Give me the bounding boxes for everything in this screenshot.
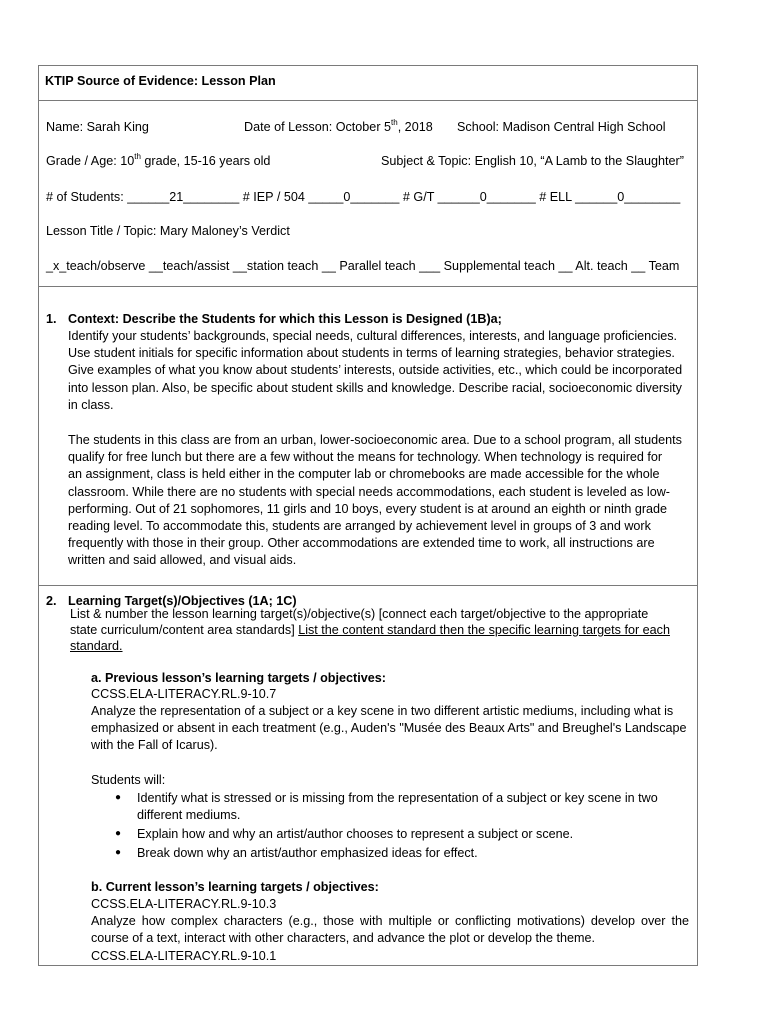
section-context-box xyxy=(38,286,698,586)
instruction-line: into lesson plan. Also, be specific about student skills and knowledge. Describe racial, socioeconomic diversity xyxy=(68,380,682,395)
previous-objectives-label: a. Previous lesson’s learning targets / objectives: xyxy=(91,671,386,685)
desc-line: course of a text, interact with other characters, and advance the plot or develop the theme. xyxy=(91,931,596,946)
previous-standard-desc xyxy=(91,703,687,755)
body-line: reading level. To accommodate this, students are arranged by achievement level in groups of 3 and work xyxy=(68,519,651,534)
bullet-item: Break down why an artist/author emphasized ideas for effect. xyxy=(137,846,478,860)
instruction-line: Give examples of what you know about students’ interests, outside activities, etc., which could be incorporated xyxy=(68,363,683,378)
desc-line: Analyze how complex characters (e.g., those with multiple or conflicting motivations) develop over the xyxy=(91,914,689,928)
current-standard-code-2: CCSS.ELA-LITERACY.RL.9-10.1 xyxy=(91,949,277,963)
objectives-intro-line2: state curriculum/content area standards] List the content standard then the specific learning targets for each xyxy=(70,623,670,637)
body-line: performing. Out of 21 sophomores, 11 girls and 10 boys, every student is at around an eighth or ninth grade xyxy=(68,501,668,516)
body-line: an assignment, class is held either in the computer lab or chromebooks are made accessible for the whole xyxy=(68,467,660,482)
bullet-icon: ● xyxy=(115,792,122,803)
section1-number: 1. xyxy=(46,312,57,326)
objectives-intro-line3: standard. xyxy=(70,639,123,653)
teaching-modes: _x_teach/observe __teach/assist __station teach __ Parallel teach ___ Supplemental teach __ Alt. teach __ Team xyxy=(46,259,680,273)
current-objectives-label: b. Current lesson’s learning targets / objectives: xyxy=(91,880,379,894)
student-counts: # of Students: ______21________ # IEP / 504 _____0_______ # G/T ______0_______ # ELL ______0________ xyxy=(46,190,681,204)
subject-topic: Subject & Topic: English 10, “A Lamb to the Slaughter” xyxy=(381,154,684,168)
desc-line: Analyze the representation of a subject or a key scene in two different artistic mediums, including what is xyxy=(91,704,674,718)
instruction-line: in class. xyxy=(68,397,114,412)
instruction-line: Identify your students’ backgrounds, special needs, cultural differences, interests, and language proficiencies. xyxy=(68,329,678,343)
date-of-lesson: Date of Lesson: October 5th, 2018 xyxy=(244,118,433,134)
lesson-title: Lesson Title / Topic: Mary Maloney’s Verdict xyxy=(46,224,290,238)
instruction-line: Use student initials for specific information about students in terms of learning strategies, behavior strategies. xyxy=(68,346,675,361)
section2-number: 2. xyxy=(46,594,57,608)
title-box xyxy=(38,65,698,101)
desc-line: with the Fall of Icarus). xyxy=(91,738,218,753)
body-line: written and said allowed, and visual aids. xyxy=(68,553,297,568)
section1-instructions xyxy=(68,328,682,414)
body-line: The students in this class are from an urban, lower-socioeconomic area. Due to a school program, all students xyxy=(68,433,682,447)
section1-body xyxy=(68,432,682,570)
body-line: classroom. While there are no students with special needs accommodations, each student is leveled as low- xyxy=(68,484,671,499)
students-will-label: Students will: xyxy=(91,773,166,787)
teacher-name: Name: Sarah King xyxy=(46,120,149,134)
bullet-item: Identify what is stressed or is missing from the representation of a subject or key scene in two different mediums. xyxy=(137,791,658,822)
info-box xyxy=(38,100,698,287)
previous-standard-code: CCSS.ELA-LITERACY.RL.9-10.7 xyxy=(91,687,277,701)
body-line: qualify for free lunch but there are a few without the means for technology. When technology is required for xyxy=(68,450,663,465)
grade-age: Grade / Age: 10th grade, 15-16 years old xyxy=(46,152,271,168)
body-line: frequently with those in their group. Other accommodations are extended time to work, all instructions are xyxy=(68,536,655,551)
objectives-intro-line1: List & number the lesson learning target(s)/objective(s) [connect each target/objective to the appropriate xyxy=(70,607,649,621)
bullet-icon: ● xyxy=(115,828,122,839)
school-name: School: Madison Central High School xyxy=(457,120,666,134)
bullet-item: Explain how and why an artist/author chooses to represent a subject or scene. xyxy=(137,827,574,841)
section-objectives-box xyxy=(38,585,698,966)
bullet-icon: ● xyxy=(115,847,122,858)
current-standard-desc xyxy=(91,913,689,947)
form-title: KTIP Source of Evidence: Lesson Plan xyxy=(45,74,276,88)
section1-heading: Context: Describe the Students for which this Lesson is Designed (1B)a; xyxy=(68,312,502,326)
desc-line: emphasized or absent in each treatment (e.g., Auden's "Musée des Beaux Arts" and Breughel's Landscape xyxy=(91,721,687,736)
section2-heading: Learning Target(s)/Objectives (1A; 1C) xyxy=(68,594,297,608)
current-standard-code: CCSS.ELA-LITERACY.RL.9-10.3 xyxy=(91,897,277,911)
